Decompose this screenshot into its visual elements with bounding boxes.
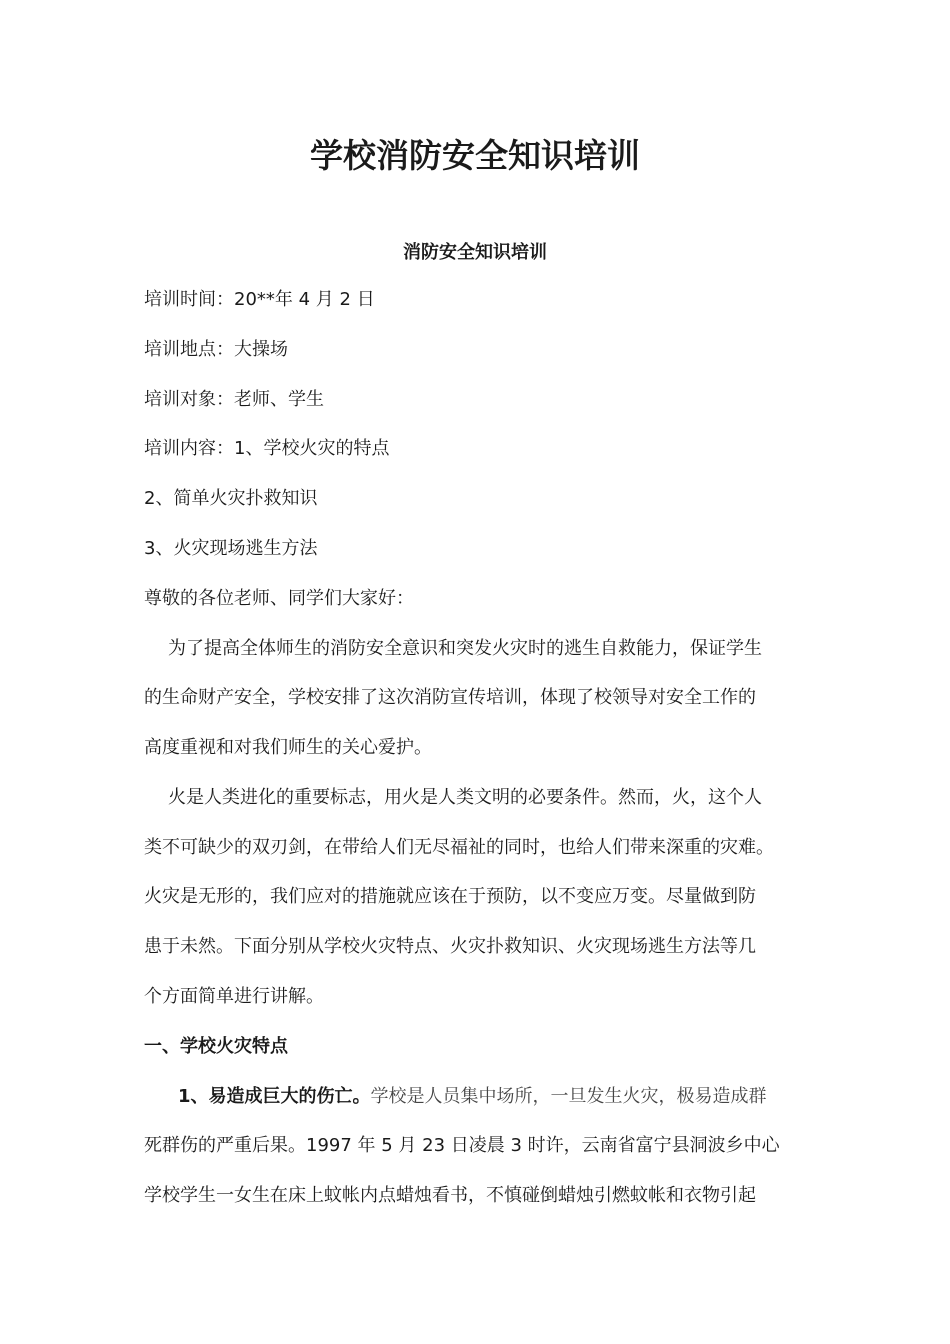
point-1-line-3: 学校学生一女生在床上蚊帐内点蜡烛看书，不慎碰倒蜡烛引燃蚊帐和衣物引起 bbox=[144, 1185, 756, 1206]
point-1-text: 学校是人员集中场所，一旦发生火灾，极易造成群 bbox=[370, 1086, 767, 1107]
paragraph-1-line: 的生命财产安全，学校安排了这次消防宣传培训，体现了校领导对安全工作的 bbox=[144, 687, 756, 708]
document-title: 学校消防安全知识培训 bbox=[310, 136, 640, 175]
training-content: 培训内容：1、学校火灾的特点 bbox=[144, 438, 390, 459]
paragraph-1-line: 为了提高全体师生的消防安全意识和突发火灾时的逃生自救能力，保证学生 bbox=[168, 638, 762, 659]
training-audience: 培训对象：老师、学生 bbox=[144, 389, 324, 410]
point-1-line-2: 死群伤的严重后果。1997 年 5 月 23 日凌晨 3 时许，云南省富宁县洞波乡中心 bbox=[144, 1135, 780, 1156]
point-1-line bbox=[178, 1085, 858, 1109]
paragraph-2-line: 个方面简单进行讲解。 bbox=[144, 986, 324, 1007]
paragraph-2-line: 火是人类进化的重要标志，用火是人类文明的必要条件。然而，火，这个人 bbox=[168, 787, 762, 808]
training-content-item-2: 2、简单火灾扑救知识 bbox=[144, 488, 318, 509]
section-heading: 一、学校火灾特点 bbox=[144, 1036, 288, 1057]
document-subtitle: 消防安全知识培训 bbox=[403, 242, 547, 263]
paragraph-2-line: 类不可缺少的双刃剑，在带给人们无尽福祉的同时，也给人们带来深重的灾难。 bbox=[144, 837, 774, 858]
point-1-lead: 1、易造成巨大的伤亡。 bbox=[178, 1086, 371, 1107]
greeting: 尊敬的各位老师、同学们大家好： bbox=[144, 588, 414, 609]
training-content-item-3: 3、火灾现场逃生方法 bbox=[144, 538, 318, 559]
training-place: 培训地点：大操场 bbox=[144, 339, 288, 360]
paragraph-1-line: 高度重视和对我们师生的关心爱护。 bbox=[144, 737, 432, 758]
training-time: 培训时间：20**年 4 月 2 日 bbox=[144, 289, 375, 310]
paragraph-2-line: 火灾是无形的，我们应对的措施就应该在于预防，以不变应万变。尽量做到防 bbox=[144, 886, 756, 907]
paragraph-2-line: 患于未然。下面分别从学校火灾特点、火灾扑救知识、火灾现场逃生方法等几 bbox=[144, 936, 756, 957]
